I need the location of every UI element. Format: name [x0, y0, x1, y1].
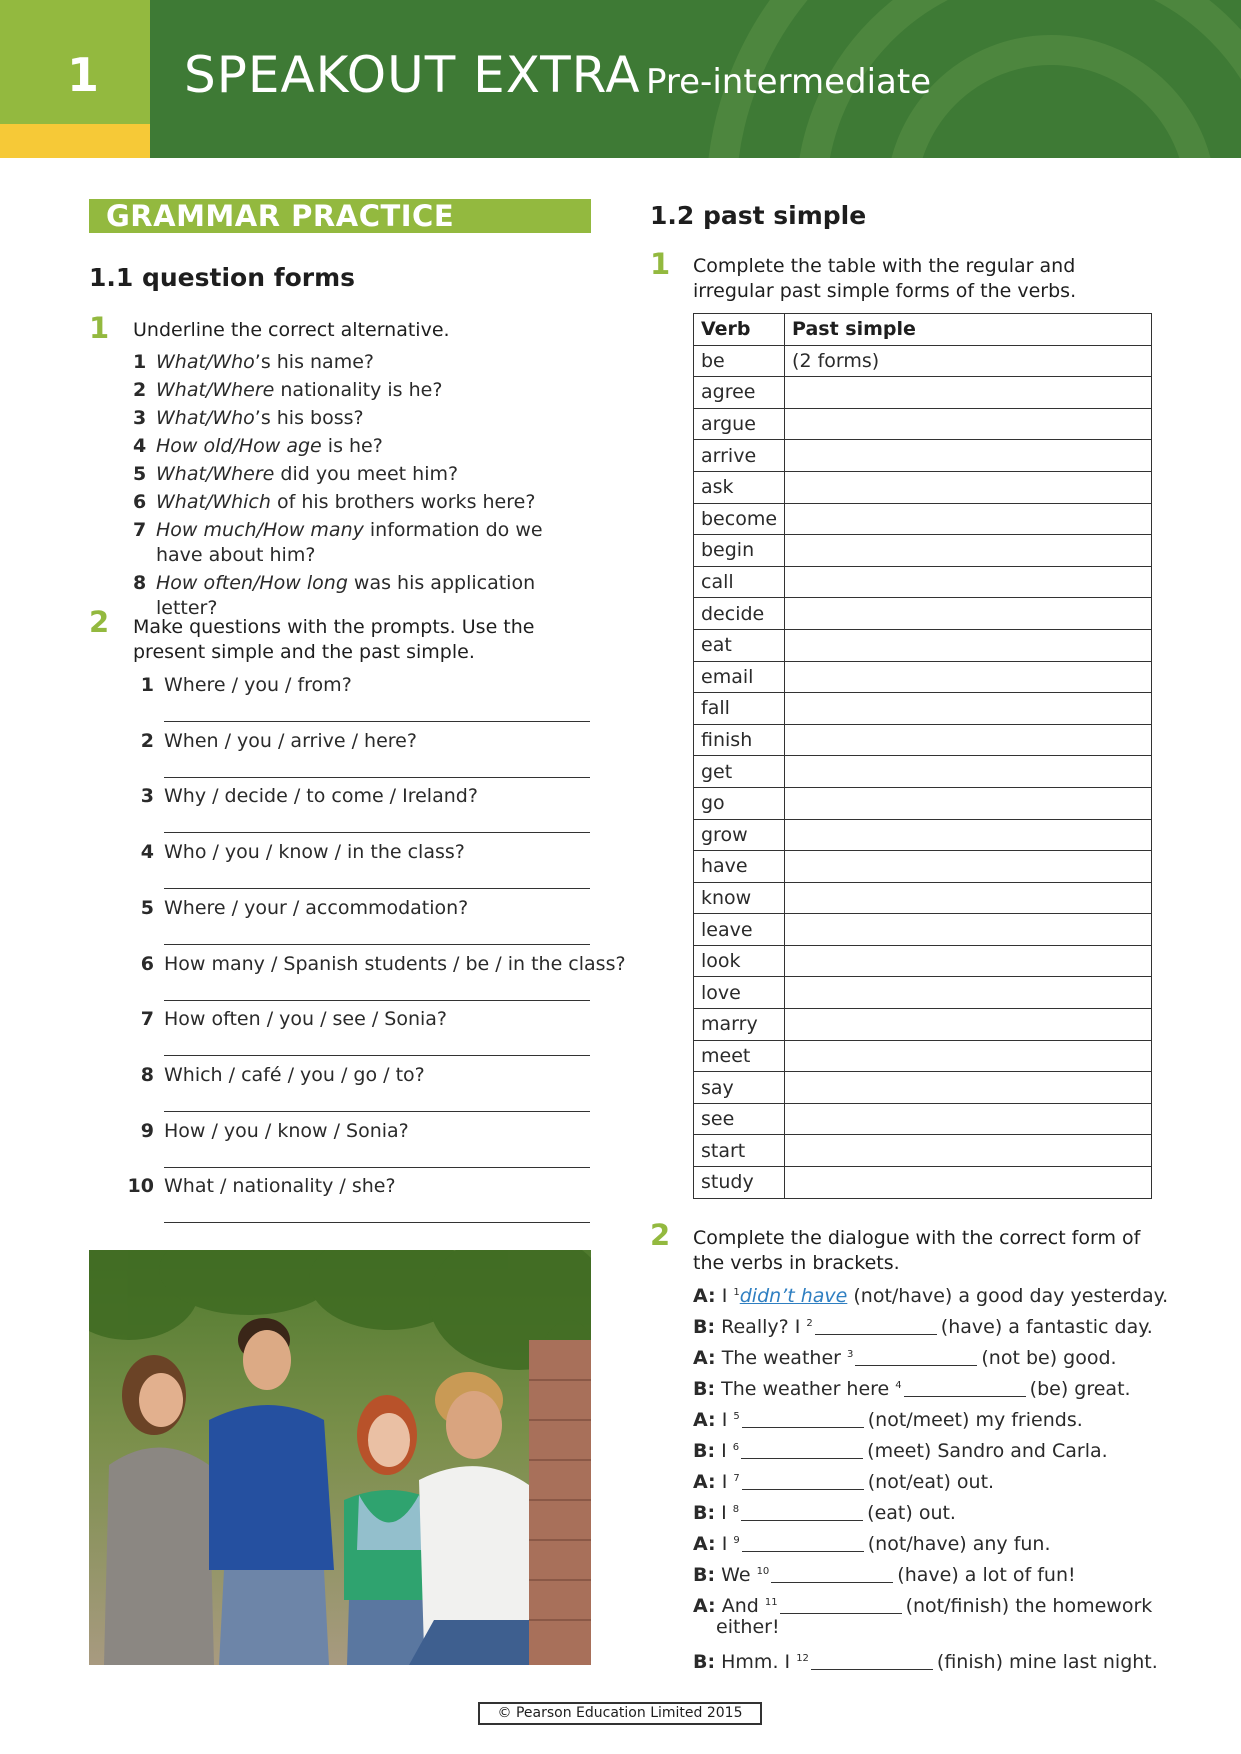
item-number: 5 — [133, 463, 147, 485]
question-rest: ’s his boss? — [254, 407, 364, 429]
prompt-text: How many / Spanish students / be / in the class? — [164, 952, 626, 975]
table-row — [694, 345, 1152, 377]
answer-blank[interactable] — [904, 1379, 1026, 1397]
prompt-item — [140, 784, 478, 809]
table-row — [694, 629, 1152, 661]
past-simple-cell[interactable] — [785, 535, 1152, 567]
table-row — [694, 1072, 1152, 1104]
verb-cell: email — [694, 661, 785, 693]
prompt-text: Where / your / accommodation? — [164, 896, 469, 919]
prompt-item — [140, 673, 352, 698]
gap-number: 10 — [756, 1566, 770, 1577]
question-rest: nationality is he? — [274, 379, 443, 401]
table-row — [694, 787, 1152, 819]
past-simple-cell[interactable] — [785, 661, 1152, 693]
verb-prompt: (not/finish) the homework — [905, 1595, 1153, 1617]
verb-cell: love — [694, 977, 785, 1009]
verb-cell: agree — [694, 377, 785, 409]
verb-cell: look — [694, 945, 785, 977]
speaker-label: A: — [693, 1471, 716, 1493]
table-row — [694, 914, 1152, 946]
gap-number: 11 — [764, 1597, 778, 1608]
line-text: I — [721, 1533, 728, 1555]
prompt-text: Where / you / from? — [164, 674, 352, 696]
table-row — [694, 1167, 1152, 1199]
list-item — [133, 350, 573, 375]
question-rest: ’s his name? — [254, 351, 374, 373]
verb-cell: meet — [694, 1040, 785, 1072]
answer-blank[interactable] — [742, 1410, 864, 1428]
item-number: 3 — [133, 407, 147, 429]
verb-cell: decide — [694, 598, 785, 630]
prompt-number: 2 — [140, 729, 154, 752]
list-item — [133, 406, 573, 431]
table-row — [694, 851, 1152, 883]
prompt-item — [140, 729, 417, 754]
item-number: 8 — [133, 572, 147, 594]
speaker-label: B: — [693, 1378, 716, 1400]
list-item — [133, 571, 573, 621]
list-item — [133, 434, 573, 459]
answer-line[interactable] — [164, 1222, 590, 1223]
answer-line[interactable] — [164, 721, 590, 722]
gap-number: 1 — [733, 1287, 740, 1298]
question-rest: did you meet him? — [274, 463, 459, 485]
list-item — [133, 518, 573, 568]
past-simple-cell[interactable] — [785, 693, 1152, 725]
table-row — [694, 598, 1152, 630]
question-rest: was his application letter? — [156, 572, 536, 619]
alternatives[interactable]: What/Where — [156, 463, 275, 485]
gap-number: 8 — [732, 1504, 740, 1515]
dialogue-line — [693, 1559, 1076, 1588]
verb-cell: grow — [694, 819, 785, 851]
item-number: 6 — [133, 491, 147, 513]
prompt-number: 4 — [140, 841, 154, 864]
column-header-past-simple: Past simple — [785, 314, 1152, 346]
past-simple-cell[interactable] — [785, 851, 1152, 883]
prompt-item — [140, 1007, 448, 1032]
table-row — [694, 819, 1152, 851]
gap-number: 5 — [733, 1411, 740, 1422]
table-row — [694, 503, 1152, 535]
speaker-label: A: — [693, 1347, 716, 1369]
exercise-instruction: Complete the dialogue with the correct form of the verbs in brackets. — [693, 1227, 1141, 1274]
verb-cell: have — [694, 851, 785, 883]
past-simple-cell[interactable] — [785, 598, 1152, 630]
verb-cell: marry — [694, 1009, 785, 1041]
verb-cell: study — [694, 1167, 785, 1199]
item-number: 4 — [133, 435, 147, 457]
prompt-number: 9 — [140, 1119, 154, 1142]
item-number: 1 — [133, 351, 147, 373]
verb-cell: get — [694, 756, 785, 788]
prompt-text: What / nationality / she? — [164, 1175, 396, 1198]
prompt-item — [140, 1119, 409, 1144]
speaker-label: B: — [693, 1502, 716, 1524]
verb-prompt: (finish) mine last night. — [936, 1651, 1158, 1673]
page-header — [0, 0, 1241, 158]
verb-prompt: (not/have) any fun. — [867, 1533, 1051, 1555]
answer-line[interactable] — [164, 1055, 590, 1056]
answer-blank[interactable] — [771, 1565, 893, 1583]
gap-number: 3 — [847, 1349, 854, 1360]
table-row — [694, 377, 1152, 409]
prompt-text: How often / you / see / Sonia? — [164, 1008, 448, 1031]
prompt-item — [140, 896, 469, 921]
dialogue-line — [693, 1528, 1051, 1557]
line-text: I — [721, 1285, 728, 1307]
past-simple-cell[interactable] — [785, 1072, 1152, 1104]
question-rest: information do we have about him? — [156, 519, 543, 566]
dialogue-line — [693, 1435, 1108, 1464]
verb-prompt: (not/meet) my friends. — [867, 1409, 1083, 1431]
prompt-number: 5 — [140, 896, 154, 919]
item-text — [156, 434, 573, 459]
answer-blank[interactable] — [741, 1441, 863, 1459]
verb-prompt: (meet) Sandro and Carla. — [867, 1440, 1108, 1462]
table-row — [694, 1103, 1152, 1135]
line-text: And — [721, 1595, 759, 1617]
dialogue-line — [693, 1646, 1158, 1675]
verb-cell: say — [694, 1072, 785, 1104]
verb-cell: start — [694, 1135, 785, 1167]
past-simple-cell[interactable] — [785, 503, 1152, 535]
verb-cell: know — [694, 882, 785, 914]
prompt-text: Which / café / you / go / to? — [164, 1063, 425, 1086]
verb-cell: ask — [694, 471, 785, 503]
speaker-label: B: — [693, 1440, 716, 1462]
prompt-number: 7 — [140, 1008, 154, 1031]
past-simple-cell[interactable] — [785, 1167, 1152, 1199]
question-rest: is he? — [321, 435, 383, 457]
speaker-label: B: — [693, 1564, 716, 1586]
verb-prompt: (not/eat) out. — [867, 1471, 995, 1493]
past-simple-cell[interactable] — [785, 1009, 1152, 1041]
students-photo — [89, 1250, 591, 1665]
verb-cell: become — [694, 503, 785, 535]
past-simple-cell[interactable] — [785, 756, 1152, 788]
speaker-label: A: — [693, 1285, 716, 1307]
alternatives[interactable]: What/Where — [156, 379, 275, 401]
book-level: Pre-intermediate — [646, 62, 932, 102]
table-row — [694, 693, 1152, 725]
line-text: Hmm. I — [721, 1651, 791, 1673]
alternatives[interactable]: What/Who — [156, 351, 255, 373]
prompt-number: 1 — [140, 674, 154, 696]
answer-blank[interactable] — [855, 1348, 977, 1366]
prompt-item — [127, 1174, 396, 1199]
verb-prompt: (eat) out. — [867, 1502, 956, 1524]
unit-number: 1 — [66, 48, 99, 102]
dialogue-line — [693, 1466, 994, 1495]
exercise-number: 1 — [650, 247, 671, 281]
past-simple-cell[interactable] — [785, 377, 1152, 409]
past-simple-cell[interactable] — [785, 566, 1152, 598]
past-simple-cell[interactable] — [785, 882, 1152, 914]
list-item — [133, 462, 573, 487]
table-row — [694, 724, 1152, 756]
item-text — [156, 518, 573, 568]
dialogue-line — [693, 1342, 1117, 1371]
item-text — [156, 462, 573, 487]
exercise-number: 1 — [89, 311, 110, 345]
gap-number: 6 — [732, 1442, 740, 1453]
prompt-number: 6 — [140, 952, 154, 975]
exercise-number: 2 — [89, 605, 110, 639]
section-title-question-forms: 1.1 question forms — [89, 263, 356, 292]
line-text: The weather here — [721, 1378, 890, 1400]
line-text: I — [721, 1502, 727, 1524]
table-row — [694, 440, 1152, 472]
prompt-number: 10 — [127, 1175, 154, 1198]
past-simple-cell[interactable] — [785, 977, 1152, 1009]
table-row — [694, 945, 1152, 977]
list-item — [133, 378, 573, 403]
students-illustration — [89, 1250, 591, 1665]
prompt-item — [140, 952, 626, 977]
verb-cell: begin — [694, 535, 785, 567]
verb-prompt: (be) great. — [1029, 1378, 1131, 1400]
table-row — [694, 1009, 1152, 1041]
verb-prompt: (not be) good. — [981, 1347, 1117, 1369]
line-text: I — [721, 1440, 727, 1462]
answer-line[interactable] — [164, 1000, 590, 1001]
past-simple-cell[interactable] — [785, 1103, 1152, 1135]
verb-cell: argue — [694, 408, 785, 440]
line-text: The weather — [721, 1347, 841, 1369]
answer-line[interactable] — [164, 777, 590, 778]
answer-blank[interactable] — [741, 1503, 863, 1521]
item-text — [156, 406, 573, 431]
answer-line[interactable] — [164, 1167, 590, 1168]
exercise-number: 2 — [650, 1218, 671, 1252]
gap-number: 4 — [895, 1380, 902, 1391]
gap-number: 9 — [733, 1535, 740, 1546]
verb-prompt: (have) a fantastic day. — [940, 1316, 1153, 1338]
answer-blank[interactable] — [742, 1472, 864, 1490]
table-row — [694, 1135, 1152, 1167]
speaker-label: B: — [693, 1651, 716, 1673]
alternatives[interactable]: How much/How many — [156, 519, 364, 541]
grammar-practice-banner: GRAMMAR PRACTICE — [89, 199, 591, 233]
prompt-text: When / you / arrive / here? — [164, 729, 417, 752]
column-header-verb: Verb — [694, 314, 785, 346]
verb-cell: call — [694, 566, 785, 598]
past-simple-cell[interactable] — [785, 787, 1152, 819]
table-row — [694, 408, 1152, 440]
alternatives[interactable]: What/Who — [156, 407, 255, 429]
verb-cell: finish — [694, 724, 785, 756]
speaker-label: A: — [693, 1595, 716, 1617]
speaker-label: A: — [693, 1533, 716, 1555]
past-simple-cell[interactable] — [785, 724, 1152, 756]
prompt-text: Who / you / know / in the class? — [164, 841, 465, 864]
table-row — [694, 756, 1152, 788]
prompt-number: 3 — [140, 785, 154, 808]
table-row — [694, 471, 1152, 503]
item-text — [156, 490, 573, 515]
verb-cell: go — [694, 787, 785, 819]
answer-blank[interactable] — [742, 1534, 864, 1552]
item-text — [156, 378, 573, 403]
verb-cell: leave — [694, 914, 785, 946]
copyright-footer: © Pearson Education Limited 2015 — [478, 1702, 762, 1725]
table-header-row — [694, 314, 1152, 346]
past-simple-cell[interactable] — [785, 408, 1152, 440]
table-row — [694, 661, 1152, 693]
verb-cell: fall — [694, 693, 785, 725]
line-text: Really? I — [721, 1316, 801, 1338]
past-simple-cell[interactable] — [785, 1135, 1152, 1167]
list-item — [133, 490, 573, 515]
verb-cell: arrive — [694, 440, 785, 472]
prompt-number: 8 — [140, 1063, 154, 1086]
line-text: I — [721, 1471, 728, 1493]
answer-blank[interactable] — [780, 1596, 902, 1614]
prompt-text: Why / decide / to come / Ireland? — [164, 785, 478, 808]
verb-table — [693, 313, 1152, 1199]
alternatives[interactable]: What/Which — [156, 491, 271, 513]
answer-line[interactable] — [164, 888, 590, 889]
verb-prompt: (not/have) a good day yesterday. — [853, 1285, 1169, 1307]
answer-blank[interactable] — [815, 1317, 937, 1335]
example-answer: didn’t have — [739, 1285, 848, 1307]
book-title: SPEAKOUT EXTRA — [184, 46, 641, 104]
table-row — [694, 535, 1152, 567]
item-number: 7 — [133, 519, 147, 541]
verb-cell: be — [694, 345, 785, 377]
answer-line[interactable] — [164, 1111, 590, 1112]
table-row — [694, 882, 1152, 914]
speaker-label: A: — [693, 1409, 716, 1431]
section-title-past-simple: 1.2 past simple — [650, 201, 867, 230]
past-simple-cell[interactable] — [785, 945, 1152, 977]
past-simple-cell[interactable] — [785, 1040, 1152, 1072]
table-row — [694, 977, 1152, 1009]
past-simple-cell[interactable] — [785, 629, 1152, 661]
line-text: I — [721, 1409, 728, 1431]
table-row — [694, 566, 1152, 598]
unit-number-stripe — [0, 124, 150, 158]
dialogue-line — [693, 1280, 1168, 1309]
dialogue-line — [693, 1404, 1083, 1433]
exercise-instruction: Underline the correct alternative. — [133, 319, 450, 341]
exercise-instruction: Make questions with the prompts. Use the present simple and the past simple. — [133, 616, 535, 663]
past-simple-cell[interactable] — [785, 914, 1152, 946]
item-text — [156, 350, 573, 375]
prompt-item — [140, 840, 465, 865]
alternatives[interactable]: How old/How age — [156, 435, 322, 457]
speaker-label: B: — [693, 1316, 716, 1338]
prompt-text: How / you / know / Sonia? — [164, 1119, 409, 1142]
answer-blank[interactable] — [811, 1652, 933, 1670]
dialogue-line — [716, 1615, 780, 1640]
past-simple-cell[interactable] — [785, 471, 1152, 503]
gap-number: 2 — [806, 1318, 813, 1329]
line-text: We — [721, 1564, 751, 1586]
verb-cell: eat — [694, 629, 785, 661]
item-number: 2 — [133, 379, 147, 401]
past-simple-cell[interactable] — [785, 819, 1152, 851]
gap-number: 12 — [796, 1653, 809, 1664]
item-text — [156, 571, 573, 621]
verb-cell: see — [694, 1103, 785, 1135]
dialogue-line — [693, 1373, 1131, 1402]
dialogue-line — [693, 1497, 956, 1526]
prompt-item — [140, 1063, 425, 1088]
question-rest: of his brothers works here? — [270, 491, 536, 513]
alternatives[interactable]: How often/How long — [156, 572, 348, 594]
line-text: either! — [716, 1616, 780, 1638]
verb-prompt: (have) a lot of fun! — [897, 1564, 1076, 1586]
gap-number: 7 — [733, 1473, 740, 1484]
table-row — [694, 1040, 1152, 1072]
past-simple-cell[interactable] — [785, 440, 1152, 472]
answer-line[interactable] — [164, 944, 590, 945]
past-simple-cell[interactable]: (2 forms) — [785, 345, 1152, 377]
exercise-instruction: Complete the table with the regular and irregular past simple forms of the verbs. — [693, 255, 1077, 302]
dialogue-line — [693, 1311, 1153, 1340]
answer-line[interactable] — [164, 832, 590, 833]
